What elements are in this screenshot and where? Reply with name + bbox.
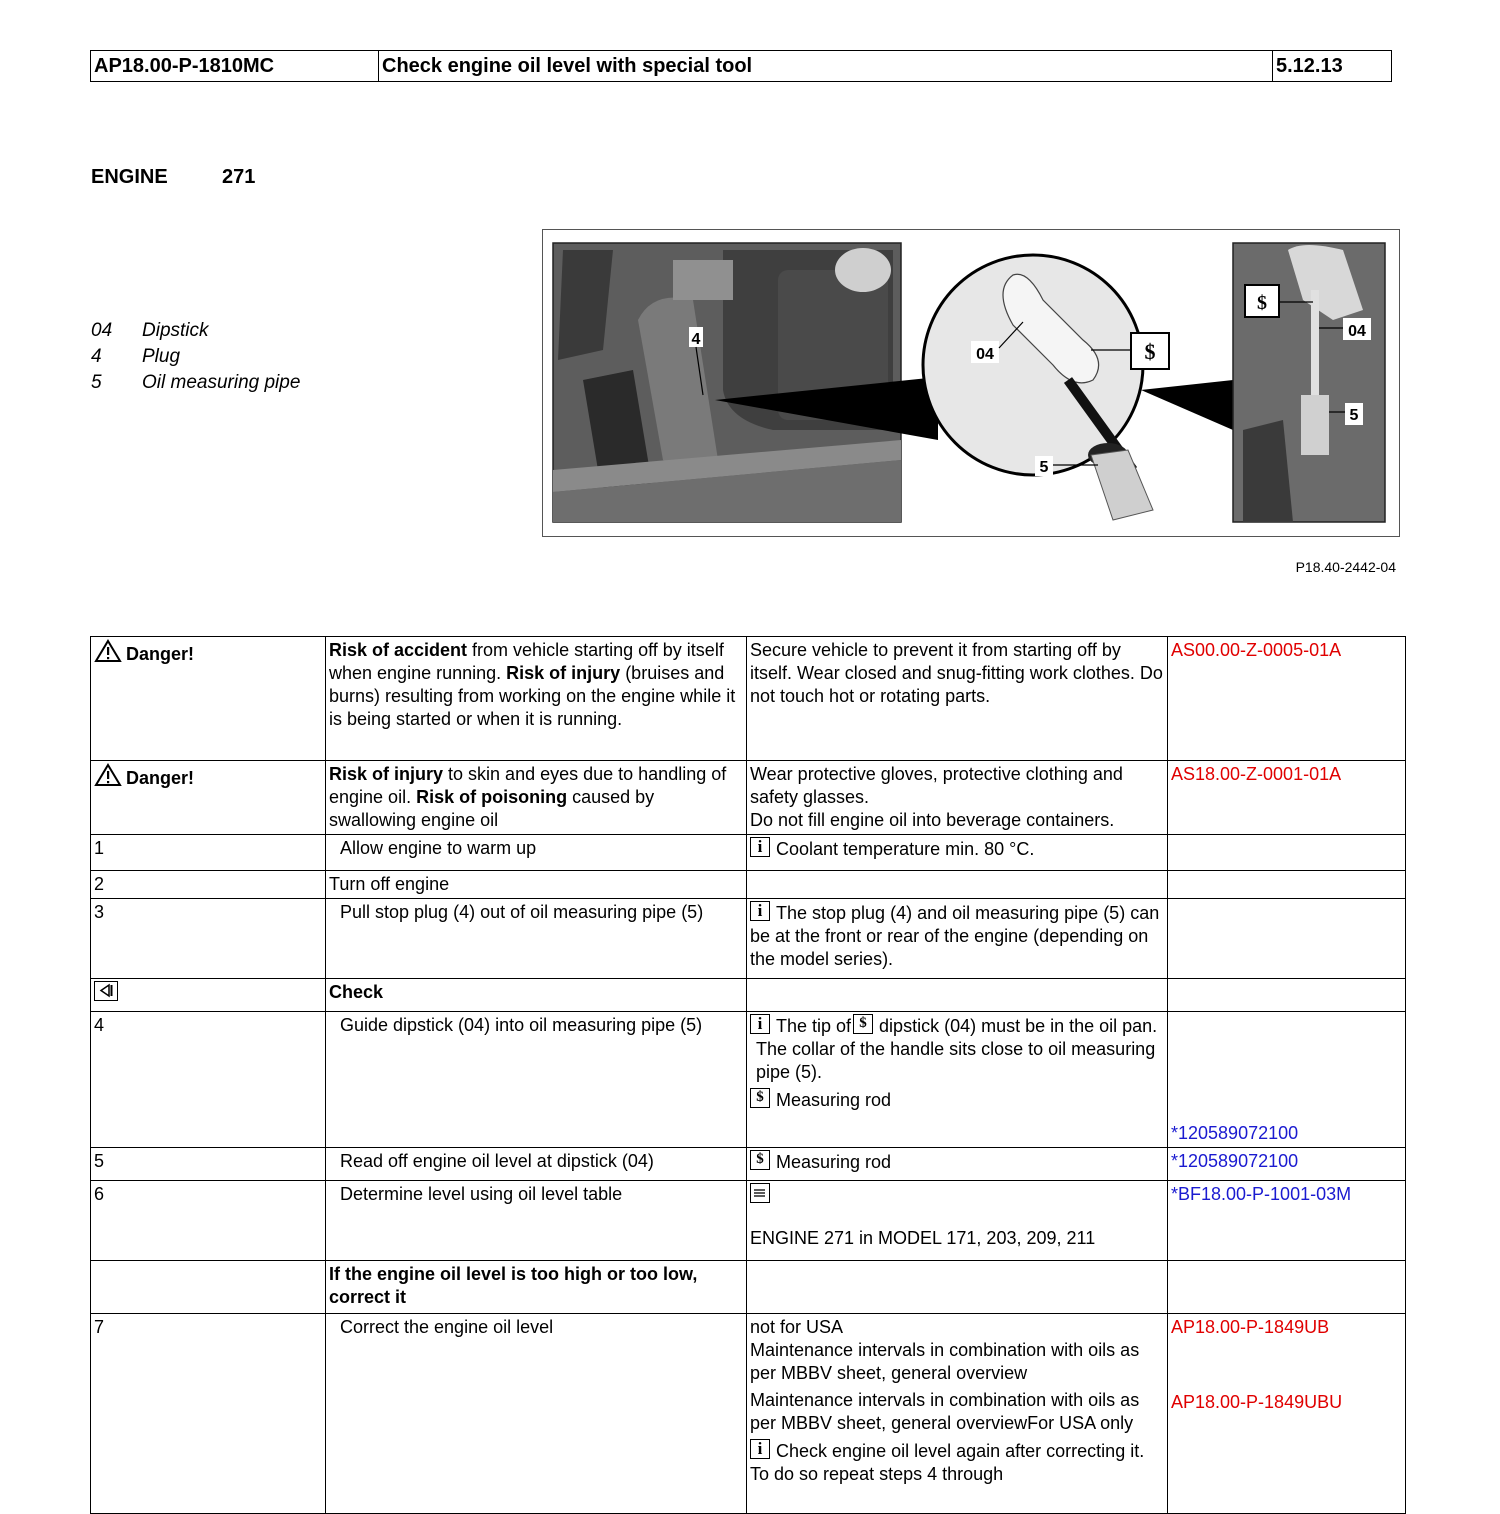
table-row bbox=[91, 1314, 1406, 1514]
step-note bbox=[747, 871, 1168, 899]
table-row bbox=[91, 1148, 1406, 1181]
tool-reference-link[interactable]: *120589072100 bbox=[1171, 1151, 1299, 1171]
step-ref bbox=[1168, 1181, 1406, 1261]
check-cell bbox=[91, 979, 326, 1012]
check-marker-icon bbox=[94, 981, 118, 1001]
step-note: i Coolant temperature min. 80 °C. bbox=[747, 835, 1168, 871]
table-row bbox=[91, 835, 1406, 871]
document-header bbox=[90, 50, 1392, 82]
engine-illustration bbox=[543, 230, 1399, 536]
step-number: 6 bbox=[91, 1181, 326, 1261]
step-note: ENGINE 271 in MODEL 171, 203, 209, 211 bbox=[747, 1181, 1168, 1261]
plug-label: 4 bbox=[691, 331, 701, 348]
step-number: 5 bbox=[91, 1148, 326, 1181]
step-ref bbox=[1168, 899, 1406, 979]
step-note: i The tip of $ dipstick (04) must be in the oil pan. The collar of the handle sits close to oil measuring pipe (5). $ Measuring rod bbox=[747, 1012, 1168, 1148]
table-row bbox=[91, 899, 1406, 979]
special-tool-icon: $ bbox=[750, 1088, 770, 1108]
document-id: AP18.00-P-1810MC bbox=[91, 51, 379, 81]
dipstick-label: 04 bbox=[976, 346, 994, 363]
tool-reference-link[interactable]: *120589072100 bbox=[1171, 1123, 1299, 1143]
step-number: 7 bbox=[91, 1314, 326, 1514]
step-ref bbox=[1168, 835, 1406, 871]
svg-text:$: $ bbox=[1257, 292, 1267, 314]
info-icon: i bbox=[750, 901, 770, 921]
info-icon: i bbox=[750, 837, 770, 857]
danger-cell bbox=[91, 761, 326, 835]
warning-triangle-icon bbox=[94, 763, 122, 787]
svg-text:$: $ bbox=[1144, 339, 1156, 364]
step-note: not for USA Maintenance intervals in combination with oils as per MBBV sheet, general overview Maintenance intervals in combination with oils as per MBBV sheet, general overviewFor USA only i Check engine oil level again after correcting it. To do so repeat steps 4 through bbox=[747, 1314, 1168, 1514]
special-tool-icon: $ bbox=[750, 1150, 770, 1170]
table-reference-icon bbox=[750, 1183, 770, 1203]
step-note: $ Measuring rod bbox=[747, 1148, 1168, 1181]
figure-reference: P18.40-2442-04 bbox=[1295, 559, 1396, 575]
reference-link[interactable]: AP18.00-P-1849UBU bbox=[1171, 1392, 1343, 1412]
step-number: 3 bbox=[91, 899, 326, 979]
reference-link[interactable]: AP18.00-P-1849UB bbox=[1171, 1317, 1330, 1337]
svg-text:04: 04 bbox=[1348, 323, 1366, 340]
step-text: Turn off engine bbox=[326, 871, 747, 899]
engine-figure bbox=[542, 229, 1400, 537]
risk-cell: Risk of accident from vehicle starting off by itself when engine running. Risk of injury (bruises and burns) resulting from working on the engine while it is being started or when it is running. bbox=[326, 637, 747, 761]
check-heading: Check bbox=[326, 979, 747, 1012]
special-tool-icon: $ bbox=[853, 1014, 873, 1034]
engine-number: 271 bbox=[222, 166, 256, 188]
reference-link[interactable]: AS00.00-Z-0005-01A bbox=[1168, 637, 1406, 761]
measure-cell: Secure vehicle to prevent it from starting off by itself. Wear closed and snug-fitting work clothes. Do not touch hot or rotating parts. bbox=[747, 637, 1168, 761]
table-row bbox=[91, 871, 1406, 899]
engine-label: ENGINE bbox=[91, 166, 168, 188]
table-row bbox=[91, 637, 1406, 761]
step-number: 1 bbox=[91, 835, 326, 871]
table-row bbox=[91, 979, 1406, 1012]
step-text: Determine level using oil level table bbox=[326, 1181, 747, 1261]
info-icon: i bbox=[750, 1439, 770, 1459]
procedure-table bbox=[90, 636, 1406, 1514]
pipe-label: 5 bbox=[1039, 459, 1049, 476]
reference-link[interactable]: AS18.00-Z-0001-01A bbox=[1168, 761, 1406, 835]
table-row bbox=[91, 1261, 1406, 1314]
step-ref bbox=[1168, 1012, 1406, 1148]
table-row bbox=[91, 1012, 1406, 1148]
document-date: 5.12.13 bbox=[1276, 55, 1343, 77]
warning-triangle-icon bbox=[94, 639, 122, 663]
step-text: Pull stop plug (4) out of oil measuring pipe (5) bbox=[326, 899, 747, 979]
document-title: Check engine oil level with special tool bbox=[379, 51, 1273, 81]
step-text: Guide dipstick (04) into oil measuring pipe (5) bbox=[326, 1012, 747, 1148]
risk-cell: Risk of injury to skin and eyes due to handling of engine oil. Risk of poisoning caused by swallowing engine oil bbox=[326, 761, 747, 835]
step-text: Allow engine to warm up bbox=[326, 835, 747, 871]
step-ref bbox=[1168, 1148, 1406, 1181]
measure-cell: Wear protective gloves, protective clothing and safety glasses. Do not fill engine oil into beverage containers. bbox=[747, 761, 1168, 835]
step-text: Correct the engine oil level bbox=[326, 1314, 747, 1514]
svg-text:5: 5 bbox=[1349, 407, 1359, 424]
table-row bbox=[91, 1181, 1406, 1261]
step-text: Read off engine oil level at dipstick (04) bbox=[326, 1148, 747, 1181]
step-number: 2 bbox=[91, 871, 326, 899]
danger-label: Danger! bbox=[126, 768, 195, 788]
danger-cell bbox=[91, 637, 326, 761]
step-note: i The stop plug (4) and oil measuring pipe (5) can be at the front or rear of the engine (depending on the model series). bbox=[747, 899, 1168, 979]
info-icon: i bbox=[750, 1014, 770, 1034]
danger-label: Danger! bbox=[126, 644, 195, 664]
engine-heading bbox=[91, 166, 255, 189]
step-number: 4 bbox=[91, 1012, 326, 1148]
step-ref bbox=[1168, 871, 1406, 899]
correct-heading: If the engine oil level is too high or too low, correct it bbox=[326, 1261, 747, 1314]
document-reference-link[interactable]: *BF18.00-P-1001-03M bbox=[1171, 1184, 1352, 1204]
step-ref bbox=[1168, 1314, 1406, 1514]
table-row bbox=[91, 761, 1406, 835]
